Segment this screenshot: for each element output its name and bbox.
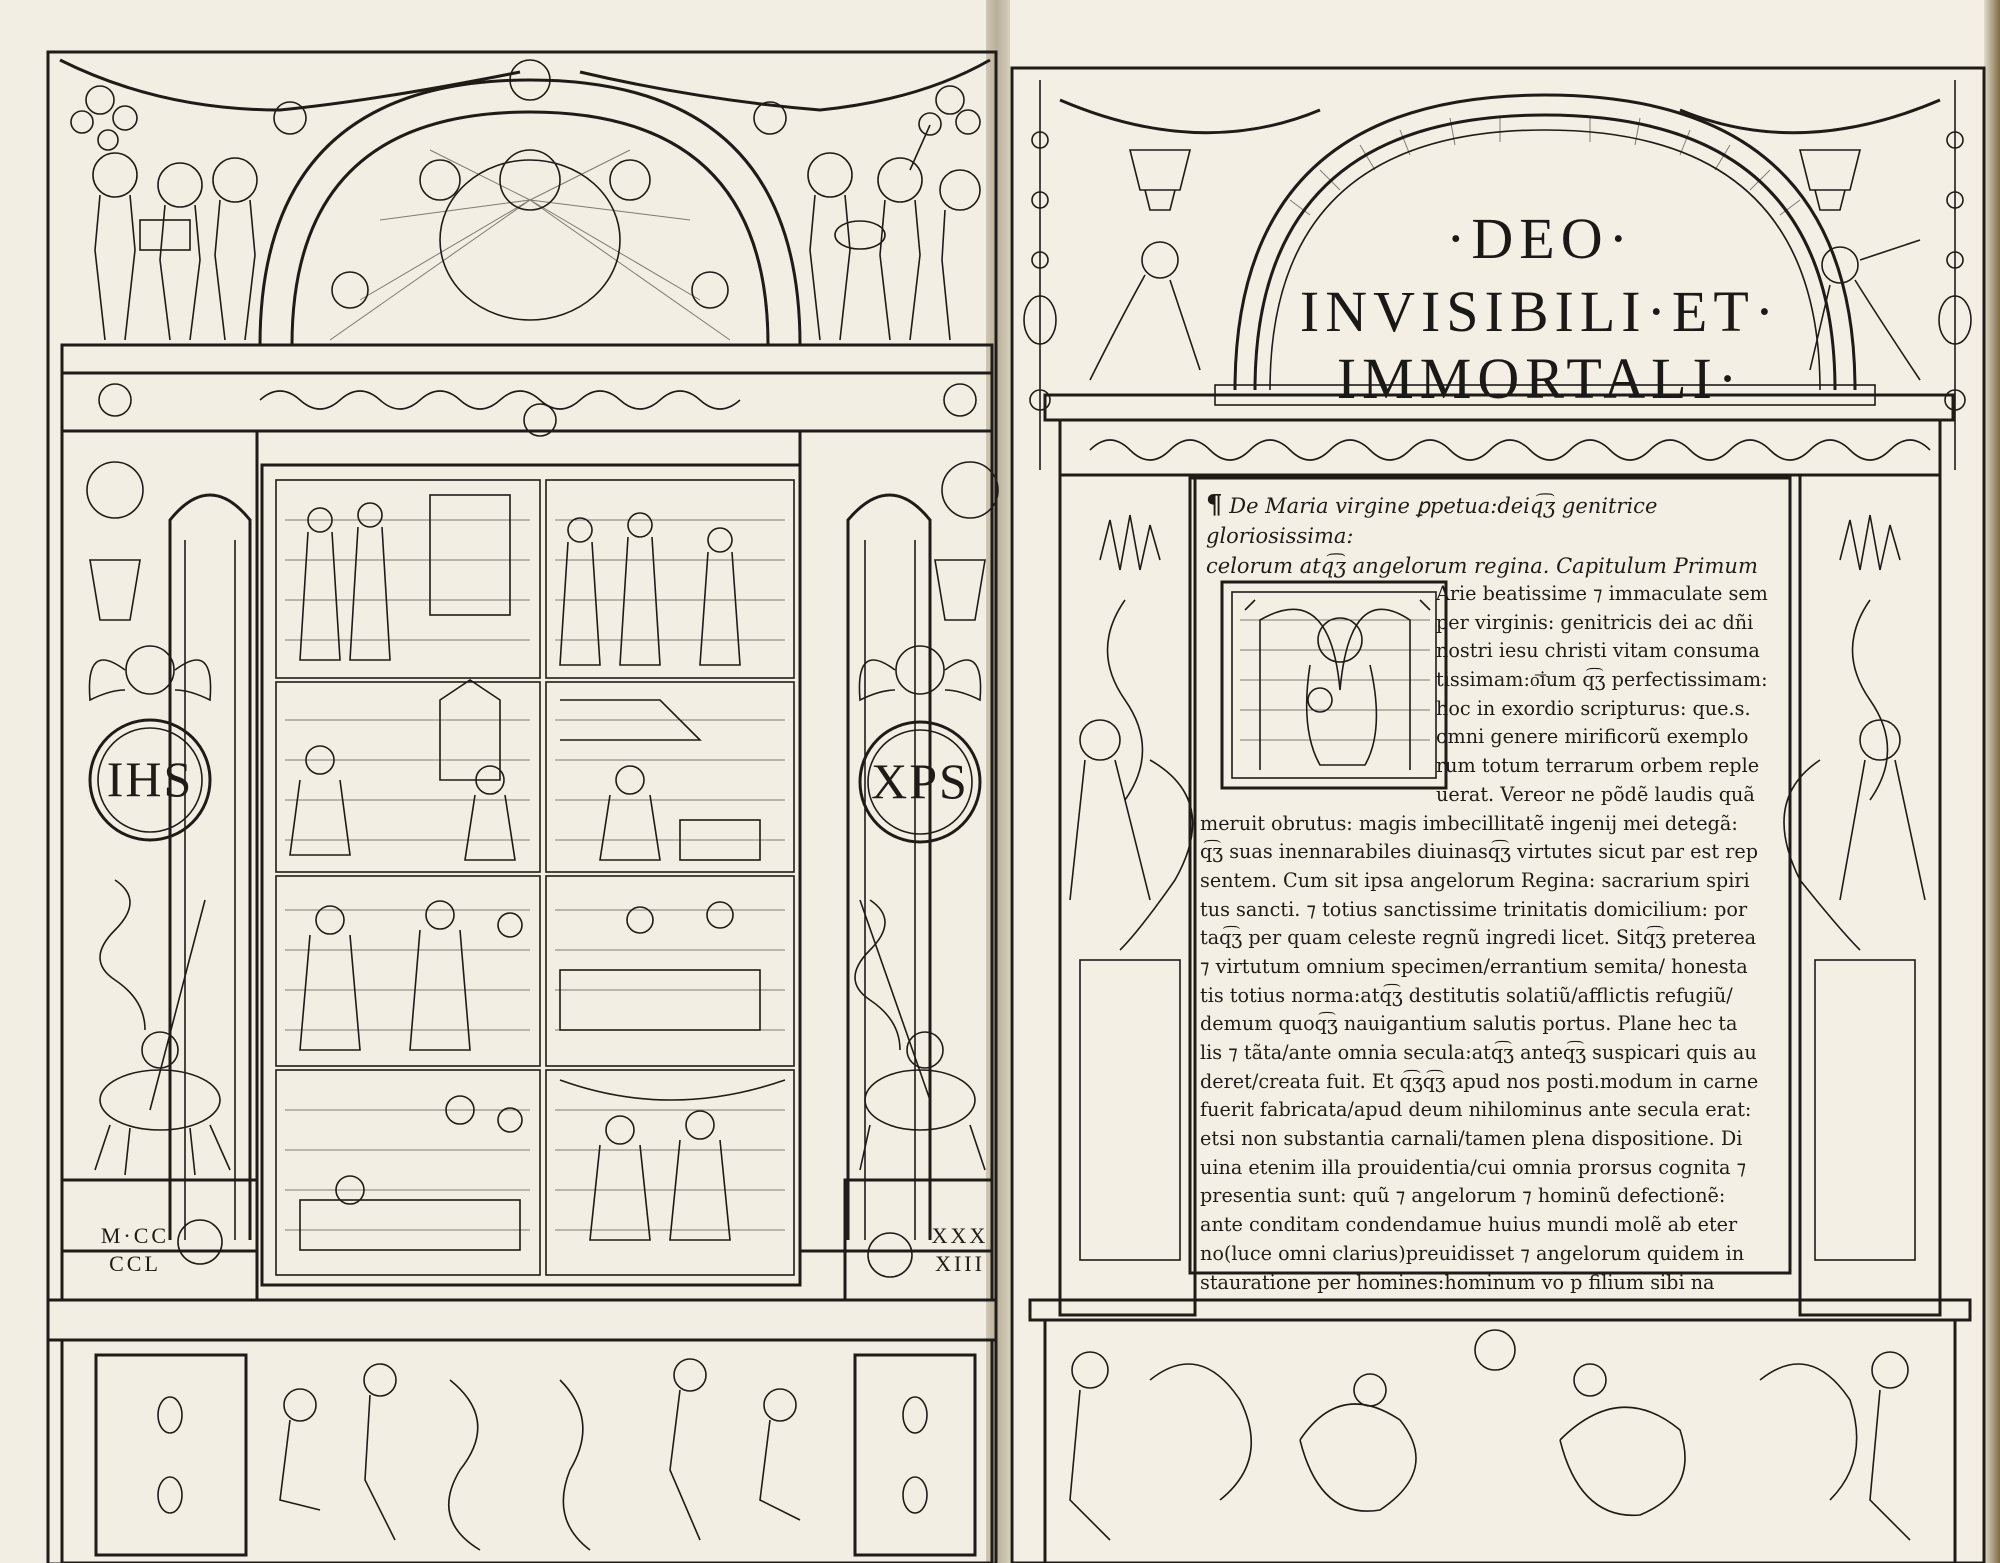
base-frieze [62,1340,992,1563]
body-line: demum quoq͡ʒ nauigantium salutis portus. Plane hec ta [1200,1012,1738,1036]
date-left-line-2: CCL [109,1251,161,1276]
bust-right [942,462,998,518]
chapter-heading [1206,490,1782,581]
bust-left [87,462,143,518]
body-line: sentem. Cum sit ipsa angelorum Regina: sacrarium spiri [1200,868,1750,892]
body-line: hoc in exordio scripturus: que.s. [1436,696,1751,720]
cornice-frieze [62,373,992,431]
chapter-heading-line-2: celorum atq͡ʒ angelorum regina. Capitulum Primum [1206,554,1758,578]
panel-visitation-scene [276,876,540,1066]
body-line: deret/creata fuit. Et q͡ʒq͡ʒ apud nos posti.modum in carne [1200,1069,1759,1093]
body-line: no(luce omni clarius)preuidisset ⁊ angelorum quidem in [1200,1241,1745,1265]
banderole-right [855,900,900,1050]
winged-cherub-right [859,646,980,700]
pilcrow-mark: ¶ [1206,490,1223,520]
date-right-line-1: XXX [931,1223,989,1248]
putti-group-right [808,125,980,340]
base-panel-left [96,1355,246,1555]
body-line: uina etenim illa prouidentia/cui omnia prorsus cognita ⁊ [1200,1155,1747,1179]
body-line: stauratione per homines:hominum vo p filium sibi na [1200,1270,1715,1294]
body-line: etsi non substantia carnali/tamen plena dispositione. Di [1200,1127,1743,1151]
chapter-heading-line-1 [1206,490,1782,551]
god-the-father-figure [440,160,620,320]
body-line: ⁊ virtutum omnium specimen/errantium semita/ honesta [1200,954,1748,978]
body-line: per virginis: genitricis dei ac dñi [1436,610,1754,634]
body-line: presentia sunt: quũ ⁊ angelorum ⁊ hominũ defectionẽ: [1200,1184,1726,1208]
body-line: Arie beatissime ⁊ immaculate sem [1436,582,1768,605]
title-line-2: INVISIBILI·ET· [1299,279,1781,344]
body-line: tis totius norma:atq͡ʒ destitutis solatiũ/afflictis refugiũ/ [1200,983,1733,1007]
body-line: meruit obrutus: magis imbecillitatẽ ingenij mei detegã: [1200,811,1738,835]
panel-sickbed-scene [546,876,794,1066]
cherub-head [420,160,460,200]
body-line: omni genere mirificorũ exemplo [1436,725,1749,749]
body-line: nostri iesu christi vitam consuma [1436,639,1760,663]
body-line: q͡ʒ suas inennarabiles diuinasq͡ʒ virtutes sicut par est rep [1200,840,1758,864]
xps-monogram: XPS [871,753,969,809]
body-line: ante conditam condendamue huius mundi molẽ ab eter [1200,1213,1738,1237]
knight-rider-right [860,1032,985,1170]
base-panel-right [855,1355,975,1555]
ihs-monogram: IHS [106,751,194,807]
body-line: taq͡ʒ per quam celeste regnũ ingredi licet. Sitq͡ʒ preterea [1200,926,1757,950]
date-left-line-1: M·CC [100,1223,170,1248]
title-line-1: ·DEO· [1446,206,1634,271]
knight-rider-left [95,1032,230,1175]
chapter-heading-text-1: De Maria virgine ꝑpetua:deiq͡ʒ genitrice gloriosissima: [1206,494,1658,548]
putti-group-left [93,153,257,340]
panel-betrothal-scene [546,480,794,678]
body-text [1200,580,1774,1297]
banderole-left [100,880,145,1030]
right-pilaster [800,431,992,1251]
body-line: lis ⁊ tãta/ante omnia secula:atq͡ʒ anteq͡ʒ suspicari quis au [1200,1041,1757,1064]
winged-cherub-left [89,646,210,700]
title-line-3: IMMORTALI· [1336,346,1744,411]
body-line: tissimam:o͞ium q͡ʒ perfectissimam: [1436,668,1768,692]
body-line: tus sancti. ⁊ totius sanctissime trinitatis domicilium: por [1200,897,1748,921]
date-left [90,1222,180,1278]
left-pilaster [62,431,257,1251]
body-line: rum totum terrarum orbem reple [1436,754,1760,778]
date-right [930,1222,990,1278]
putti-frieze [280,1359,800,1550]
date-right-line-2: XIII [935,1251,985,1276]
garland-right [580,60,990,110]
narrative-panel-frame [262,465,800,1285]
body-line: uerat. Vereor ne põdẽ laudis quã [1436,782,1755,806]
body-line: fuerit fabricata/apud deum nihilominus ante secula erat: [1200,1098,1752,1122]
panel-deathbed-scene [276,1070,540,1275]
